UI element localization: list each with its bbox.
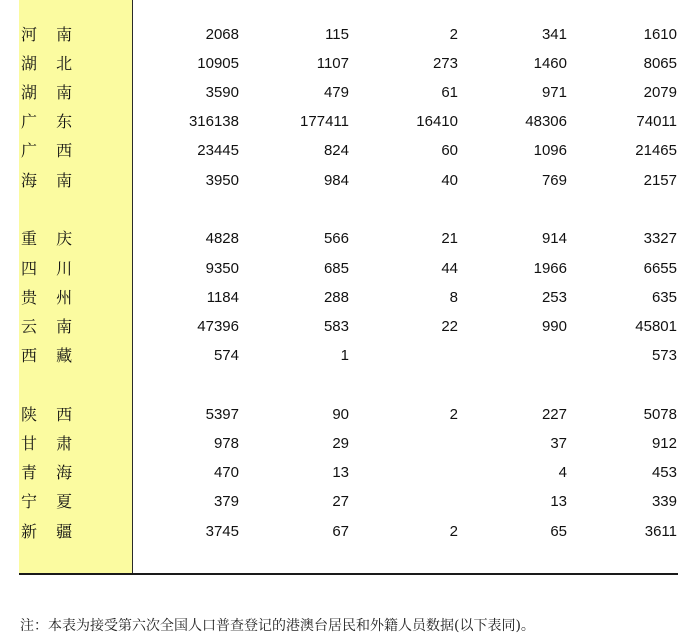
value-cell-col3: 8 [449, 289, 458, 306]
province-name: 四 川 [21, 259, 80, 278]
value-cell-col4: 13 [550, 493, 567, 510]
value-cell-col5: 912 [651, 435, 677, 452]
value-cell-col2: 479 [323, 84, 349, 101]
value-cell-col5: 45801 [635, 318, 677, 335]
value-cell-col1: 3950 [205, 172, 239, 189]
value-cell-col4: 990 [541, 318, 567, 335]
table-row [0, 136, 700, 165]
province-name: 湖 北 [21, 54, 80, 73]
table-row [0, 400, 700, 429]
value-cell-col4: 37 [550, 435, 567, 452]
value-cell-col2: 115 [325, 26, 349, 43]
value-cell-col5: 1610 [643, 26, 677, 43]
value-cell-col1: 23445 [197, 142, 239, 159]
value-cell-col5: 3327 [643, 230, 677, 247]
province-name: 新 疆 [21, 522, 80, 541]
value-cell-col2: 29 [332, 435, 349, 452]
province-name: 青 海 [21, 463, 80, 482]
value-cell-col1: 978 [213, 435, 239, 452]
value-cell-col2: 984 [323, 172, 349, 189]
province-name: 河 南 [21, 25, 80, 44]
value-cell-col3: 61 [441, 84, 458, 101]
value-cell-col2: 13 [332, 464, 349, 481]
value-cell-col2: 685 [323, 260, 349, 277]
table-row [0, 107, 700, 136]
table-footnote: 注：本表为接受第六次全国人口普查登记的港澳台居民和外籍人员数据(以下表同)。 [20, 618, 535, 634]
table-row [0, 517, 700, 546]
value-cell-col2: 566 [323, 230, 349, 247]
table-row [0, 254, 700, 283]
value-cell-col1: 5397 [205, 406, 239, 423]
value-cell-col2: 824 [323, 142, 349, 159]
value-cell-col5: 6655 [643, 260, 677, 277]
value-cell-col4: 227 [541, 406, 567, 423]
value-cell-col2: 177411 [300, 113, 349, 130]
value-cell-col2: 27 [332, 493, 349, 510]
value-cell-col3: 16410 [416, 113, 458, 130]
table-row [0, 341, 700, 370]
table-row [0, 166, 700, 195]
value-cell-col1: 2068 [205, 26, 239, 43]
value-cell-col3: 2 [449, 26, 458, 43]
table-row [0, 458, 700, 487]
value-cell-col4: 253 [541, 289, 567, 306]
province-name: 广 西 [21, 141, 80, 160]
value-cell-col5: 2079 [643, 84, 677, 101]
province-name: 甘 肃 [21, 434, 80, 453]
province-name: 西 藏 [21, 346, 80, 365]
table-row [0, 78, 700, 107]
value-cell-col2: 67 [332, 523, 349, 540]
province-name: 广 东 [21, 112, 80, 131]
value-cell-col4: 769 [541, 172, 567, 189]
value-cell-col5: 573 [651, 347, 677, 364]
province-name: 贵 州 [21, 288, 80, 307]
value-cell-col5: 21465 [635, 142, 677, 159]
value-cell-col5: 453 [651, 464, 677, 481]
value-cell-col3: 273 [432, 55, 458, 72]
table-bottom-rule [19, 573, 678, 575]
value-cell-col5: 3611 [644, 523, 677, 540]
value-cell-col4: 48306 [525, 113, 567, 130]
value-cell-col1: 1184 [206, 289, 239, 306]
value-cell-col3: 21 [441, 230, 458, 247]
table-row [0, 49, 700, 78]
value-cell-col1: 47396 [197, 318, 239, 335]
province-name: 重 庆 [21, 229, 80, 248]
value-cell-col3: 2 [449, 523, 458, 540]
value-cell-col1: 3745 [205, 523, 239, 540]
table-row [0, 429, 700, 458]
value-cell-col3: 40 [441, 172, 458, 189]
value-cell-col2: 1107 [316, 55, 349, 72]
value-cell-col1: 574 [213, 347, 239, 364]
value-cell-col1: 9350 [205, 260, 239, 277]
value-cell-col2: 90 [332, 406, 349, 423]
value-cell-col1: 4828 [205, 230, 239, 247]
province-name: 海 南 [21, 171, 80, 190]
value-cell-col5: 8065 [643, 55, 677, 72]
province-name: 云 南 [21, 317, 80, 336]
value-cell-col3: 60 [441, 142, 458, 159]
value-cell-col5: 74011 [636, 113, 677, 130]
value-cell-col1: 379 [213, 493, 239, 510]
value-cell-col4: 914 [541, 230, 567, 247]
value-cell-col3: 2 [449, 406, 458, 423]
value-cell-col2: 1 [340, 347, 349, 364]
province-name: 陕 西 [21, 405, 80, 424]
province-name: 湖 南 [21, 83, 80, 102]
value-cell-col3: 44 [441, 260, 458, 277]
value-cell-col1: 10905 [197, 55, 239, 72]
table-row [0, 487, 700, 516]
value-cell-col4: 971 [541, 84, 567, 101]
value-cell-col5: 635 [651, 289, 677, 306]
table-row [0, 20, 700, 49]
value-cell-col4: 1460 [533, 55, 567, 72]
value-cell-col4: 1966 [533, 260, 567, 277]
value-cell-col1: 3590 [205, 84, 239, 101]
value-cell-col5: 5078 [643, 406, 677, 423]
value-cell-col5: 2157 [643, 172, 677, 189]
table-row [0, 224, 700, 253]
value-cell-col4: 65 [550, 523, 567, 540]
value-cell-col2: 583 [323, 318, 349, 335]
value-cell-col5: 339 [651, 493, 677, 510]
value-cell-col4: 4 [558, 464, 567, 481]
value-cell-col4: 341 [541, 26, 567, 43]
table-row [0, 283, 700, 312]
value-cell-col4: 1096 [533, 142, 567, 159]
value-cell-col1: 316138 [188, 113, 239, 130]
province-name: 宁 夏 [21, 492, 80, 511]
value-cell-col1: 470 [213, 464, 239, 481]
value-cell-col3: 22 [441, 318, 458, 335]
value-cell-col2: 288 [323, 289, 349, 306]
table-row [0, 312, 700, 341]
